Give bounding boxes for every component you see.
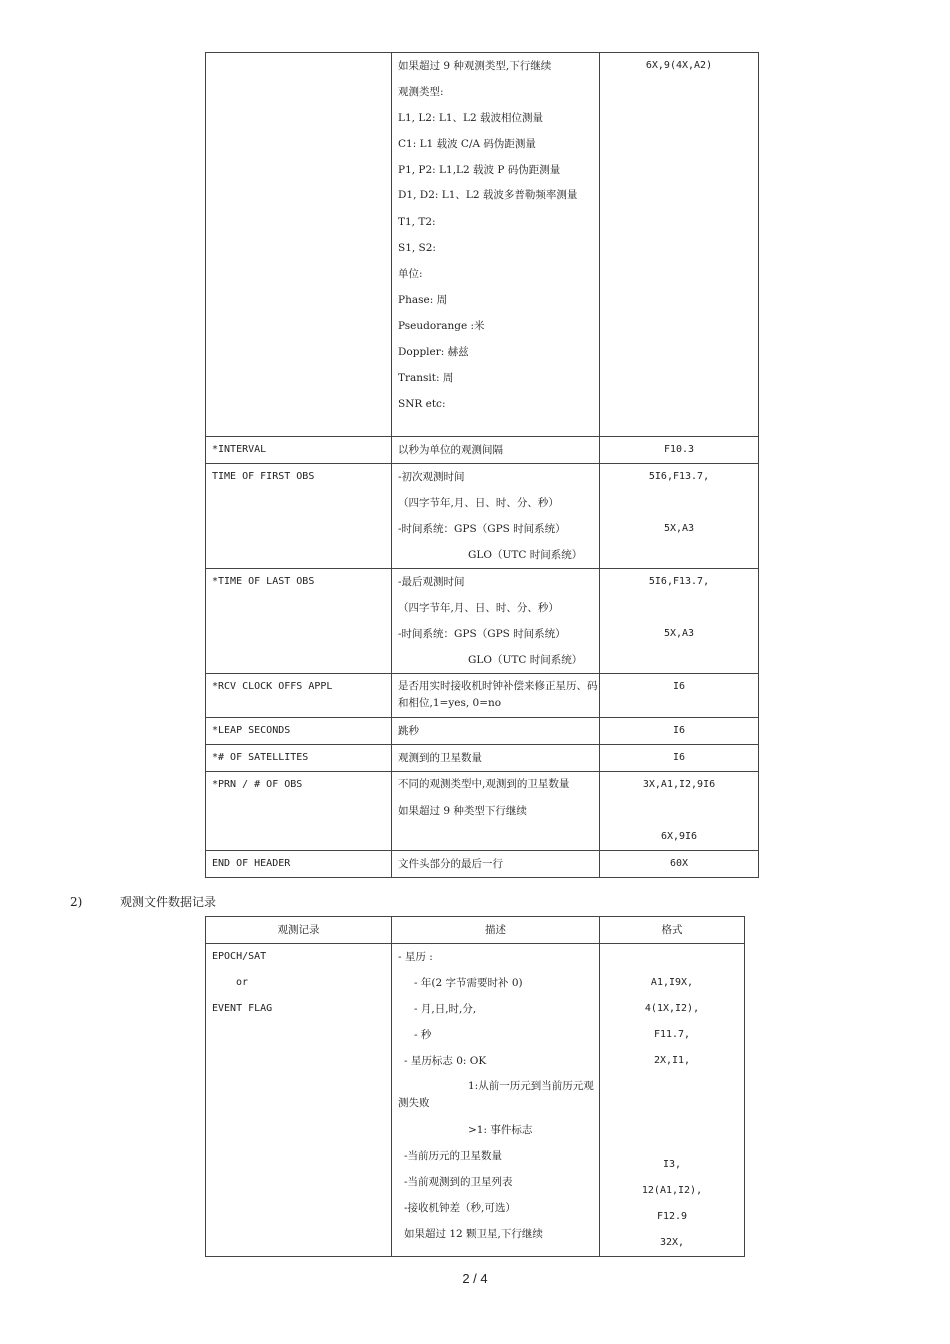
desc-line: GLO（UTC 时间系统） [468,549,583,561]
desc-line: GLO（UTC 时间系统） [468,654,583,666]
header-format-table [205,52,759,878]
format-value: I6 [672,681,686,692]
desc-line: -当前观测到的卫星列表 [404,1176,513,1188]
desc-line: 单位: [398,268,423,280]
desc-line: -初次观测时间 [398,471,465,483]
description-cell [392,851,600,878]
desc-line: - 月,日,时,分, [414,1003,477,1015]
record-label-cell [206,437,392,464]
record-label-cell [206,944,392,1257]
desc-line: 如果超过 12 颗卫星,下行继续 [404,1228,543,1240]
table-row [206,437,759,464]
section-heading [70,893,216,910]
desc-line: - 星历标志 0: OK [404,1055,487,1067]
format-cell [600,53,759,437]
format-value: 4(1X,I2), [644,1003,700,1014]
format-value: F12.9 [656,1211,688,1222]
record-label: *LEAP SECONDS [212,725,291,736]
format-value: I6 [672,752,686,763]
format-value: 12(A1,I2), [641,1185,703,1196]
format-value: A1,I9X, [650,977,694,988]
description-cell [392,944,600,1257]
format-cell [600,464,759,569]
format-cell [600,851,759,878]
desc-line: -最后观测时间 [398,576,465,588]
desc-line: S1, S2: [398,242,436,254]
desc-line: Phase: 周 [398,294,448,306]
desc-line: （四字节年,月、日、时、分、秒） [398,497,559,509]
table-row [206,745,759,772]
record-label-cell [206,53,392,437]
description-cell [392,437,600,464]
format-value: 5I6,F13.7, [648,471,710,482]
record-label: END OF HEADER [212,858,291,869]
desc-line: Pseudorange :米 [398,320,485,332]
desc-line: 1:从前一历元到当前历元观测失败 [398,1080,594,1109]
table-row [206,53,759,437]
table-row [206,718,759,745]
desc-line: -当前历元的卫星数量 [404,1150,503,1162]
desc-line: 是否用实时接收机时钟补偿来修正星历、码和相位,1=yes, 0=no [398,680,598,709]
table-row [206,851,759,878]
table-row [206,674,759,718]
format-value: 3X,A1,I2,9I6 [642,779,716,790]
format-value: 5X,A3 [663,523,695,534]
desc-line: P1, P2: L1,L2 载波 P 码伪距测量 [398,164,561,176]
record-label: *TIME OF LAST OBS [212,576,315,587]
column-header: 格式 [600,917,745,944]
record-label-cell [206,851,392,878]
desc-line: D1, D2: L1、L2 载波多普勒频率测量 [398,189,578,201]
format-value: 5I6,F13.7, [648,576,710,587]
desc-line: 文件头部分的最后一行 [398,858,503,870]
section-title: 观测文件数据记录 [120,895,217,909]
column-header: 观测记录 [206,917,392,944]
record-label-cell [206,674,392,718]
record-label-cell [206,569,392,674]
format-value: F11.7, [653,1029,691,1040]
record-label-cell [206,464,392,569]
page-number: 2 / 4 [462,1271,488,1286]
desc-line: Transit: 周 [398,372,454,384]
record-label-cell [206,745,392,772]
column-header: 描述 [392,917,600,944]
section-number: 2) [70,895,83,909]
format-cell [600,437,759,464]
desc-line: 跳秒 [398,725,419,737]
description-cell [392,745,600,772]
format-value: 32X, [659,1237,685,1248]
record-label: or [236,977,249,988]
record-label: *PRN / # OF OBS [212,779,303,790]
format-cell [600,745,759,772]
desc-line: C1: L1 载波 C/A 码伪距测量 [398,138,536,150]
record-label: *# OF SATELLITES [212,752,309,763]
format-value: 6X,9(4X,A2) [645,60,713,71]
format-cell [600,772,759,851]
description-cell [392,569,600,674]
desc-line: T1, T2: [398,216,436,228]
description-cell [392,674,600,718]
record-label-cell [206,718,392,745]
desc-line: Doppler: 赫兹 [398,346,469,358]
format-value: F10.3 [663,444,695,455]
table-row [206,464,759,569]
table-row [206,569,759,674]
desc-line: （四字节年,月、日、时、分、秒） [398,602,559,614]
description-cell [392,53,600,437]
desc-line: -接收机钟差（秒,可选） [404,1202,516,1214]
desc-line: 观测类型: [398,86,444,98]
table-row [206,772,759,851]
description-cell [392,718,600,745]
data-record-table [205,916,745,1257]
table-row [206,944,745,1257]
format-value: 5X,A3 [663,628,695,639]
format-value: 2X,I1, [653,1055,691,1066]
record-label: TIME OF FIRST OBS [212,471,315,482]
table-header-row [206,917,745,944]
record-label: EVENT FLAG [212,1003,273,1014]
desc-line: 如果超过 9 种观测类型,下行继续 [398,60,552,72]
desc-line: 观测到的卫星数量 [398,752,482,764]
desc-line: SNR etc: [398,398,446,410]
record-label: EPOCH/SAT [212,951,267,962]
desc-line: L1, L2: L1、L2 载波相位测量 [398,112,544,124]
desc-line: 不同的观测类型中,观测到的卫星数量 [398,778,570,790]
desc-line: -时间系统：GPS（GPS 时间系统） [398,523,566,535]
description-cell [392,772,600,851]
format-value: 6X,9I6 [660,831,698,842]
description-cell [392,464,600,569]
desc-line: >1: 事件标志 [468,1124,533,1136]
record-label: *RCV CLOCK OFFS APPL [212,681,333,692]
desc-line: 以秒为单位的观测间隔 [398,444,503,456]
format-cell [600,569,759,674]
format-cell [600,674,759,718]
record-label-cell [206,772,392,851]
format-value: 60X [669,858,689,869]
format-cell [600,944,745,1257]
desc-line: 如果超过 9 种类型下行继续 [398,805,527,817]
desc-line: - 秒 [414,1029,432,1041]
format-value: I6 [672,725,686,736]
desc-line: - 星历 : [398,951,433,963]
format-value: I3, [662,1159,682,1170]
format-cell [600,718,759,745]
desc-line: - 年(2 字节需要时补 0) [414,977,523,989]
record-label: *INTERVAL [212,444,267,455]
desc-line: -时间系统：GPS（GPS 时间系统） [398,628,566,640]
